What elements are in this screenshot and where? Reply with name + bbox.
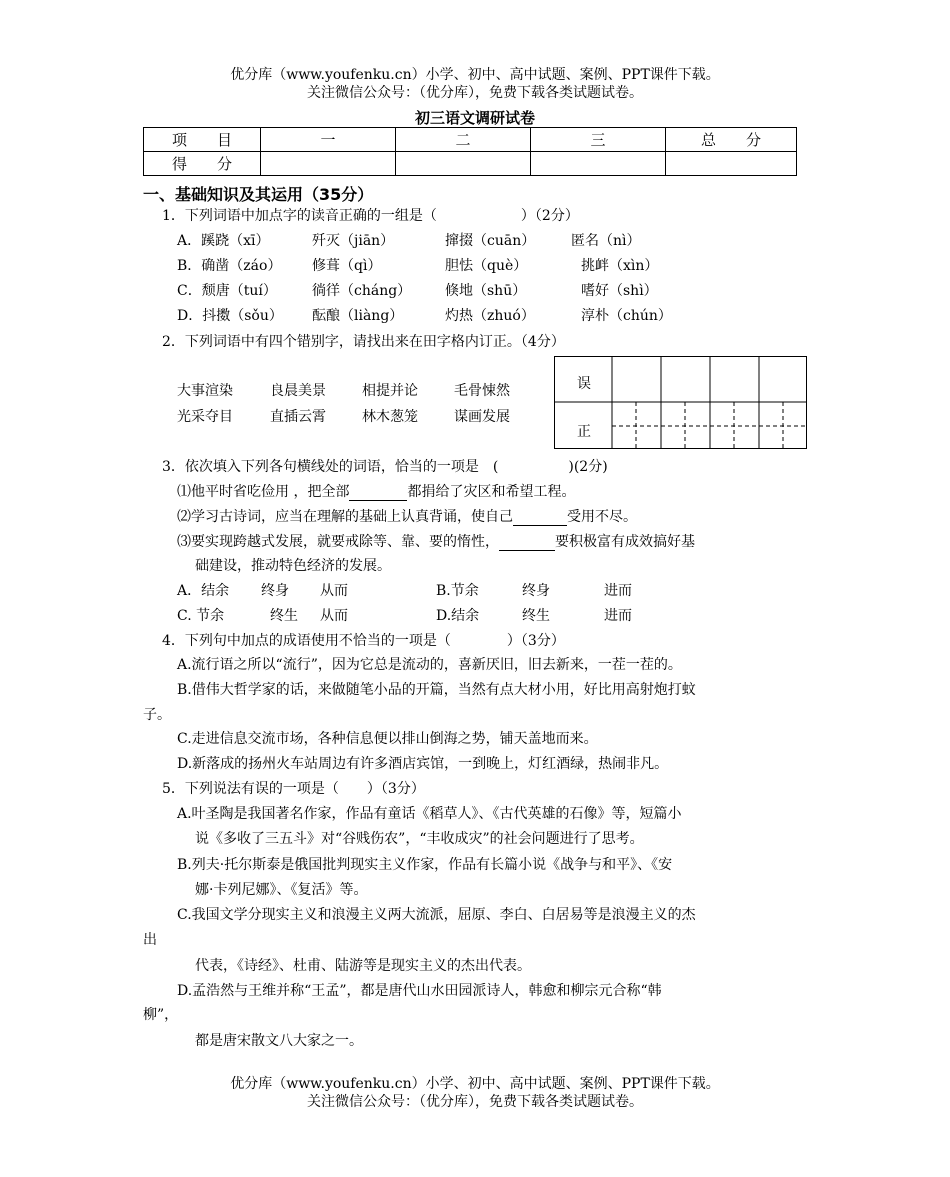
q5-option-b-cont: 娜·卡列尼娜》、《复活》等。 xyxy=(195,882,368,898)
score-cell-total[interactable] xyxy=(666,152,797,176)
q1-b-2: 修葺（qì） xyxy=(312,258,382,274)
q1-b-1: B．确凿（záo） xyxy=(177,258,282,274)
q3-blank-3[interactable] xyxy=(499,534,555,551)
q1-a-1: A．蹊跷（xī） xyxy=(177,233,270,249)
q1-a-3: 撺掇（cuān） xyxy=(445,233,536,249)
score-header-item: 项 目 xyxy=(144,128,261,152)
q1-d-3: 灼热（zhuó） xyxy=(445,308,535,324)
q5-option-d-cont1: 柳”， xyxy=(143,1007,179,1023)
q3-blank-2[interactable] xyxy=(513,509,567,526)
q1-c-1: C．颓唐（tuí） xyxy=(177,283,277,299)
score-label: 得 分 xyxy=(144,152,261,176)
q1-d-4: 淳朴（chún） xyxy=(581,308,672,324)
q2-word: 毛骨悚然 xyxy=(454,383,510,399)
q1-b-4: 挑衅（xìn） xyxy=(581,258,659,274)
q5-option-d: D.孟浩然与王维并称“王孟”，都是唐代山水田园派诗人，韩愈和柳宗元合称“韩 xyxy=(177,983,662,999)
q1-d-1: D．抖擞（sǒu） xyxy=(177,308,283,324)
q5-option-a: A.叶圣陶是我国著名作家，作品有童话《稻草人》、《古代英雄的石像》等，短篇小 xyxy=(177,806,682,822)
q5-option-b: B.列夫·托尔斯泰是俄国批判现实主义作家，作品有长篇小说《战争与和平》、《安 xyxy=(177,857,673,873)
q3-sentence-3-cont: 础建设，推动特色经济的发展。 xyxy=(195,558,391,574)
header-line-1: 优分库（www.youfenku.cn）小学、初中、高中试题、案例、PPT课件下载。 xyxy=(230,67,720,83)
score-header-total: 总 分 xyxy=(666,128,797,152)
score-table xyxy=(143,127,797,176)
page-title: 初三语文调研试卷 xyxy=(414,109,535,127)
q4-option-c: C.走进信息交流市场，各种信息便以排山倒海之势，铺天盖地而来。 xyxy=(177,731,598,747)
score-header-1: 一 xyxy=(261,128,396,152)
q4-option-b: B.借伟大哲学家的话，来做随笔小品的开篇，当然有点大材小用，好比用高射炮打蚊 xyxy=(177,682,696,698)
q5-option-c-cont2: 代表，《诗经》、杜甫、陆游等是现实主义的杰出代表。 xyxy=(195,958,531,974)
q1-a-4: 匿名（nì） xyxy=(571,233,641,249)
grid-label-correct: 正 xyxy=(577,424,591,440)
q2-word: 谋画发展 xyxy=(454,409,510,425)
q1-a-2: 歼灭（jiān） xyxy=(312,233,395,249)
q2-word: 良晨美景 xyxy=(270,383,326,399)
q1-d-2: 酝酿（liàng） xyxy=(312,308,404,324)
q4-option-b-cont: 子。 xyxy=(143,707,171,723)
q5-option-d-cont2: 都是唐宋散文八大家之一。 xyxy=(195,1033,363,1049)
q1-stem: 1．下列词语中加点字的读音正确的一组是（ ）（2分） xyxy=(162,208,579,224)
q2-stem: 2．下列词语中有四个错别字，请找出来在田字格内订正。（4分） xyxy=(162,334,565,350)
score-header-3: 三 xyxy=(531,128,666,152)
q3-blank-1[interactable] xyxy=(349,484,407,501)
score-cell-3[interactable] xyxy=(531,152,666,176)
q4-option-d: D.新落成的扬州火车站周边有许多酒店宾馆，一到晚上，灯红酒绿，热闹非凡。 xyxy=(177,756,669,772)
score-cell-2[interactable] xyxy=(396,152,531,176)
section-heading: 一、基础知识及其运用（35分） xyxy=(143,185,374,204)
q1-c-2: 徜徉（cháng） xyxy=(312,283,412,299)
q5-option-c-cont1: 出 xyxy=(143,932,157,948)
q5-option-c: C.我国文学分现实主义和浪漫主义两大流派，屈原、李白、白居易等是浪漫主义的杰 xyxy=(177,907,696,923)
q1-c-3: 倏地（shū） xyxy=(445,283,527,299)
footer-line-1: 优分库（www.youfenku.cn）小学、初中、高中试题、案例、PPT课件下载。 xyxy=(230,1076,720,1092)
footer-line-2: 关注微信公众号：（优分库），免费下载各类试题试卷。 xyxy=(307,1094,643,1110)
q5-option-a-cont: 说《多收了三五斗》对“谷贱伤农”，“丰收成灾”的社会问题进行了思考。 xyxy=(195,831,644,847)
score-cell-1[interactable] xyxy=(261,152,396,176)
q2-word: 林木葱笼 xyxy=(362,409,418,425)
score-header-2: 二 xyxy=(396,128,531,152)
q2-word: 相提并论 xyxy=(362,383,418,399)
q3-sentence-1: ⑴他平时省吃俭用 ，把全部 都捐给了灾区和希望工程。 xyxy=(177,484,576,500)
q2-word: 直插云霄 xyxy=(270,409,326,425)
grid-lines xyxy=(554,356,807,449)
q1-c-4: 嗜好（shì） xyxy=(581,283,658,299)
correction-grid xyxy=(554,356,807,449)
q5-stem: 5．下列说法有误的一项是（ ）（3分） xyxy=(162,781,425,797)
q2-word: 光采夺目 xyxy=(177,409,233,425)
q1-b-3: 胆怯（què） xyxy=(445,258,528,274)
q4-stem: 4．下列句中加点的成语使用不恰当的一项是（ ）（3分） xyxy=(162,633,565,649)
q3-stem: 3．依次填入下列各句横线处的词语，恰当的一项是 ( )(2分) xyxy=(162,459,608,475)
q2-word: 大事渲染 xyxy=(177,383,233,399)
q4-option-a: A.流行语之所以“流行”，因为它总是流动的，喜新厌旧，旧去新来，一茬一茬的。 xyxy=(177,657,682,673)
q3-sentence-2: ⑵学习古诗词，应当在理解的基础上认真背诵，使自己 受用不尽。 xyxy=(177,509,637,525)
header-line-2: 关注微信公众号：（优分库），免费下载各类试题试卷。 xyxy=(307,85,643,101)
grid-label-wrong: 误 xyxy=(577,376,591,392)
q3-sentence-3: ⑶要实现跨越式发展，就要戒除等、靠、要的惰性， 要积极富有成效搞好基 xyxy=(177,534,695,550)
